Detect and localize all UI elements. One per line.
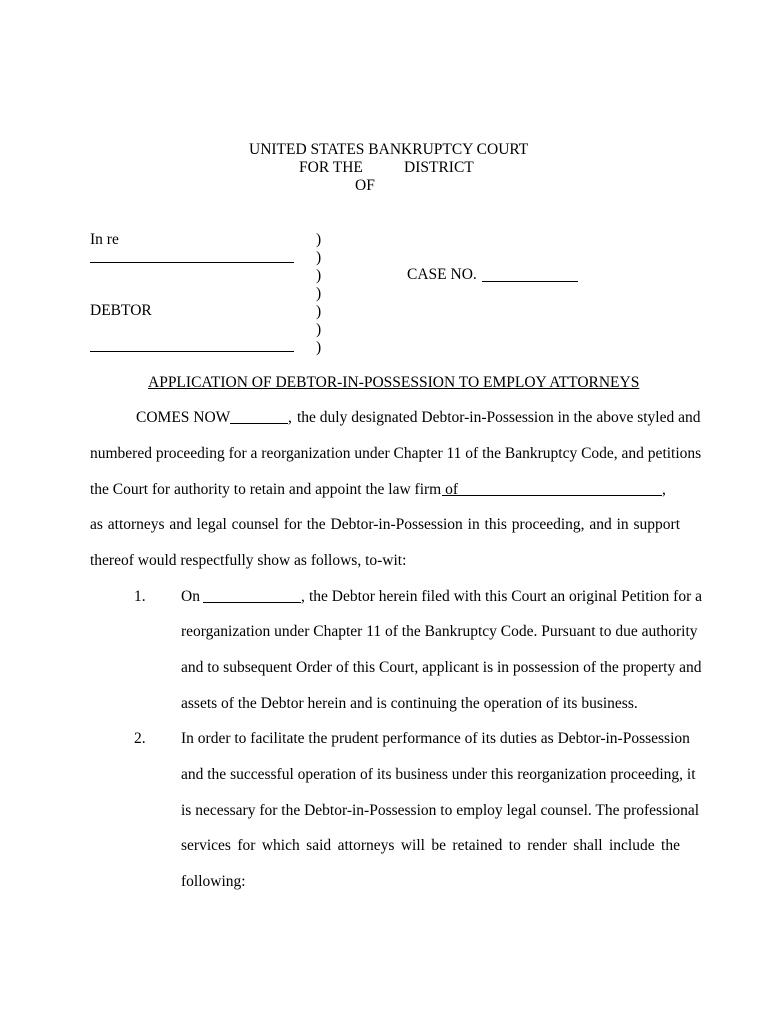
item-2-line-3: is necessary for the Debtor-in-Possession to employ legal counsel. The professional [181, 802, 700, 819]
caption-paren: ) [316, 321, 322, 338]
item-1-line-2: reorganization under Chapter 11 of the Bankruptcy Code. Pursuant to due authority [181, 623, 698, 640]
caption-paren: ) [316, 231, 322, 248]
intro-line-1: the duly designated Debtor-in-Possession in the above styled and [297, 409, 701, 426]
item-1-line-3: and to subsequent Order of this Court, applicant is in possession of the property and [181, 659, 702, 676]
debtor-name-blank-2[interactable] [90, 351, 294, 352]
court-name: UNITED STATES BANKRUPTCY COURT [249, 141, 529, 158]
item-number: 1. [134, 588, 146, 605]
caption-paren: ) [316, 285, 322, 302]
item-2-line-1: In order to facilitate the prudent performance of its duties as Debtor-in-Possession [181, 730, 690, 747]
case-no-label: CASE NO. [407, 266, 477, 283]
item-1-on: On [181, 588, 200, 605]
case-no-blank[interactable] [482, 281, 578, 282]
item-number: 2. [134, 730, 146, 747]
petition-date-blank[interactable] [203, 602, 301, 603]
intro-comes-now: COMES NOW [136, 409, 231, 426]
debtor-name-blank[interactable] [90, 262, 294, 263]
item-2-line-2: and the successful operation of its business under this reorganization proceeding, it [181, 766, 696, 783]
caption-paren: ) [316, 249, 322, 266]
caption-paren: ) [316, 267, 322, 284]
item-2-line-4: services for which said attorneys will be retained to render shall include the [181, 837, 680, 854]
intro-comma: , [288, 409, 292, 426]
intro-comma-2: , [662, 481, 666, 498]
item-2-line-5: following: [181, 873, 246, 890]
item-1-line-1: the Debtor herein filed with this Court an original Petition for a [309, 588, 703, 605]
document-title: APPLICATION OF DEBTOR-IN-POSSESSION TO EMPLOY ATTORNEYS [148, 374, 640, 391]
debtor-label: DEBTOR [90, 302, 152, 319]
of-label: OF [355, 177, 375, 194]
item-1-line-4: assets of the Debtor herein and is continuing the operation of its business. [181, 695, 638, 712]
intro-line-4: as attorneys and legal counsel for the Debtor-in-Possession in this proceeding, and in support [90, 516, 680, 533]
law-firm-blank[interactable] [442, 495, 662, 496]
district-label: DISTRICT [404, 159, 474, 176]
for-the-label: FOR THE [299, 159, 363, 176]
caption-paren: ) [316, 339, 322, 356]
in-re-label: In re [90, 231, 119, 248]
caption-paren: ) [316, 303, 322, 320]
debtor-blank[interactable] [230, 423, 288, 424]
intro-line-3: the Court for authority to retain and appoint the law firm of [90, 481, 459, 498]
intro-line-2: numbered proceeding for a reorganization under Chapter 11 of the Bankruptcy Code, and petitions [90, 445, 702, 462]
item-1-comma: , [301, 588, 305, 605]
intro-line-5: thereof would respectfully show as follows, to-wit: [90, 552, 407, 569]
